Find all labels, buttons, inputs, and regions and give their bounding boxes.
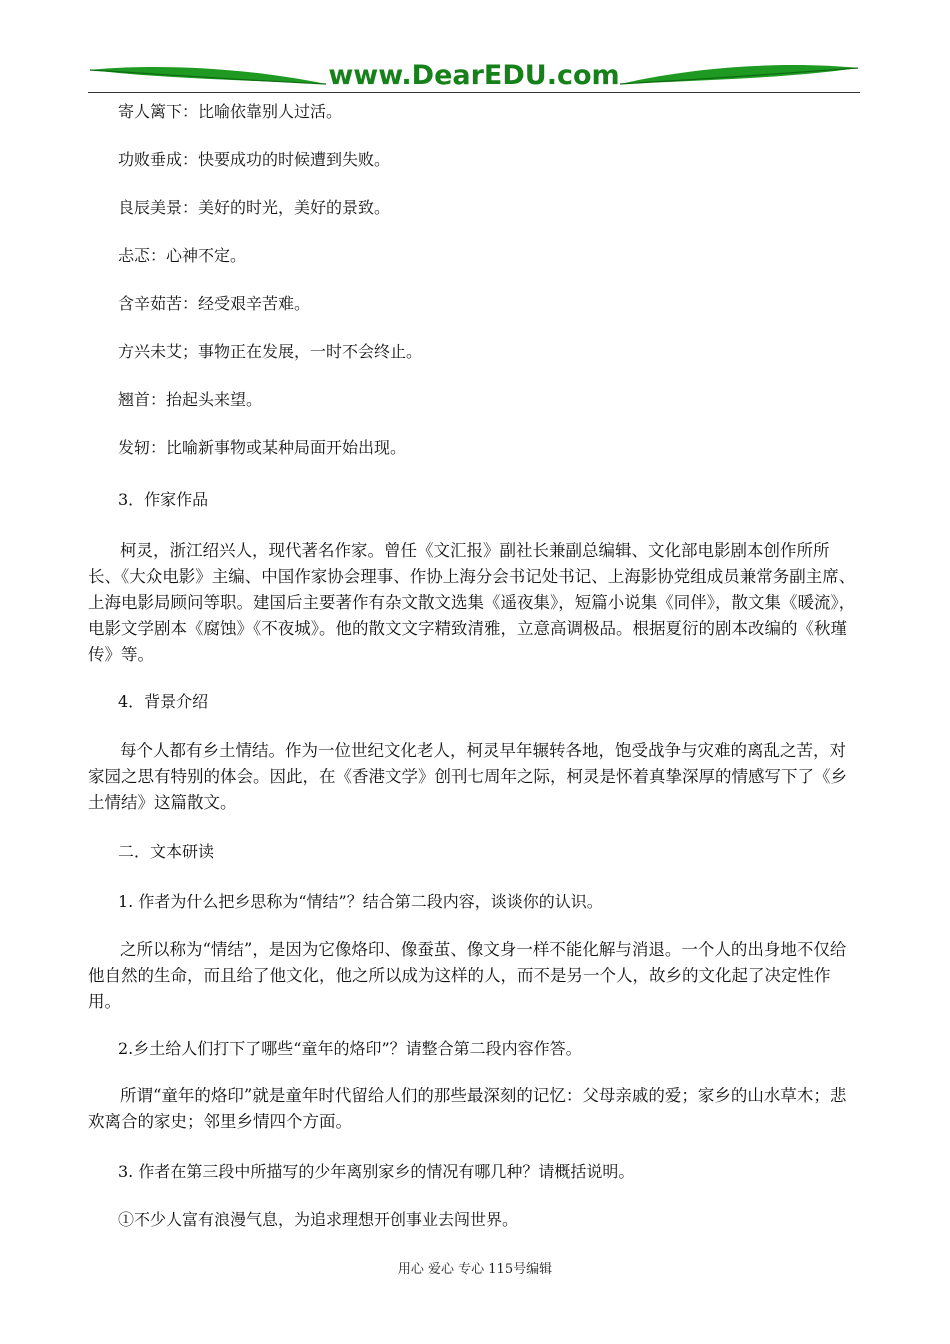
vocab-line-8: 发轫：比喻新事物或某种局面开始出现。 xyxy=(118,438,407,457)
question-3: 3. 作者在第三段中所描写的少年离别家乡的情况有哪几种？请概括说明。 xyxy=(118,1162,635,1181)
site-logo-text[interactable]: www.DearEDU.com xyxy=(328,60,620,91)
site-header xyxy=(88,58,860,94)
background-paragraph: 每个人都有乡土情结。作为一位世纪文化老人，柯灵早年辗转各地，饱受战争与灾难的离乱之苦，对家园之思有特别的体会。因此，在《香港文学》创刊七周年之际，柯灵是怀着真挚深厚的情感写下了《乡土情结》这篇散文。 xyxy=(88,741,847,812)
vocab-line-4: 忐忑：心神不定。 xyxy=(118,246,247,265)
answer-1: 之所以称为“情结”，是因为它像烙印、像蚕茧、像文身一样不能化解与消退。一个人的出身地不仅给他自然的生命，而且给了他文化，他之所以成为这样的人，而不是另一个人，故乡的文化起了决定性作用。 xyxy=(88,940,847,1011)
vocab-line-1: 寄人篱下：比喻依靠别人过活。 xyxy=(118,102,343,121)
vocab-line-7: 翘首：抬起头来望。 xyxy=(118,390,263,409)
page-footer: 用心 爱心 专心 115号编辑 xyxy=(397,1262,553,1277)
header-divider xyxy=(88,92,860,93)
section-heading-author: 3．作家作品 xyxy=(118,490,209,509)
vocab-line-3: 良辰美景：美好的时光，美好的景致。 xyxy=(118,198,391,217)
section-heading-background: 4．背景介绍 xyxy=(118,692,209,711)
vocab-line-5: 含辛茹苦：经受艰辛苦难。 xyxy=(118,294,311,313)
author-paragraph: 柯灵，浙江绍兴人，现代著名作家。曾任《文汇报》副社长兼副总编辑、文化部电影剧本创作所所长、《大众电影》主编、中国作家协会理事、作协上海分会书记处书记、上海影协党组成员兼常务副主席、上海电影局顾问等职。建国后主要著作有杂文散文选集《遥夜集》，短篇小说集《同伴》，散文集《暖流》，电影文学剧本《腐蚀》《不夜城》。他的散文文字精致清雅，立意高调极品。根据夏衍的剧本改编的《秋瑾传》等。 xyxy=(88,541,856,664)
question-1: 1. 作者为什么把乡思称为“情结”？结合第二段内容，谈谈你的认识。 xyxy=(118,892,603,911)
question-2: 2.乡土给人们打下了哪些“童年的烙印”？请整合第二段内容作答。 xyxy=(118,1039,582,1058)
vocab-line-6: 方兴未艾；事物正在发展，一时不会终止。 xyxy=(118,342,423,361)
section-heading-text-study: 二．文本研读 xyxy=(118,842,215,861)
answer-3-item-1: ①不少人富有浪漫气息，为追求理想开创事业去闯世界。 xyxy=(118,1210,519,1229)
vocab-line-2: 功败垂成：快要成功的时候遭到失败。 xyxy=(118,150,391,169)
answer-2: 所谓“童年的烙印”就是童年时代留给人们的那些最深刻的记忆：父母亲戚的爱；家乡的山水草木；悲欢离合的家史；邻里乡情四个方面。 xyxy=(88,1086,847,1131)
